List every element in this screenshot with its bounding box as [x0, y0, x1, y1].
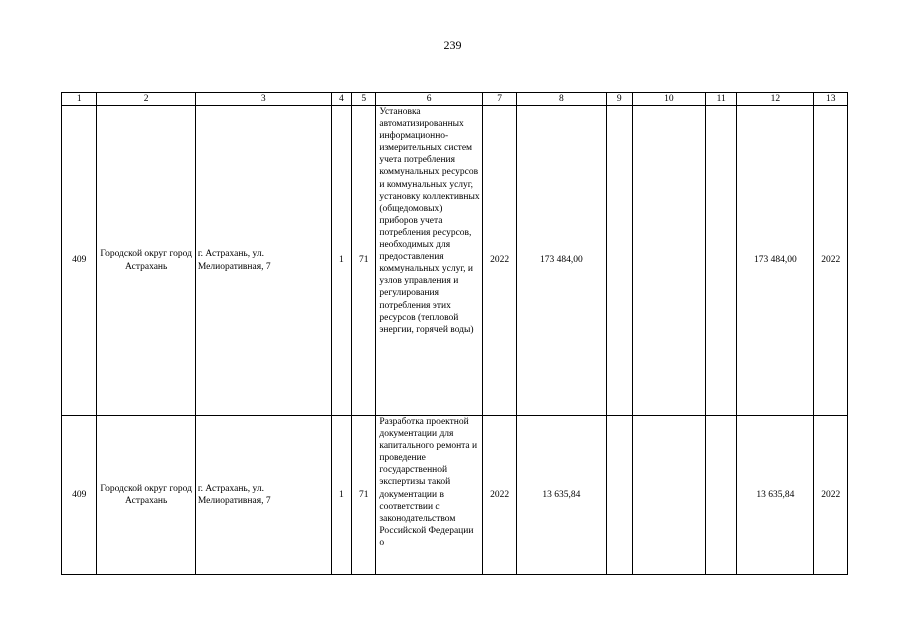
row-number: 409 — [62, 416, 97, 575]
address-cell: г. Астрахань, ул. Мелиоративная, 7 — [195, 416, 331, 575]
description-cell: Разработка проектной документации для капитального ремонта и проведение государственной экспертизы такой документации в соответствии с законодательством Российской Федерации о — [376, 416, 482, 575]
column-header: 13 — [814, 93, 848, 106]
amount-cell: 173 484,00 — [517, 106, 606, 416]
cell-col12: 173 484,00 — [737, 106, 814, 416]
municipality-cell: Городской округ город Астрахань — [97, 106, 195, 416]
cell-col10 — [632, 106, 705, 416]
column-header: 8 — [517, 93, 606, 106]
cell-col12: 13 635,84 — [737, 416, 814, 575]
column-header: 2 — [97, 93, 195, 106]
year-cell: 2022 — [482, 416, 516, 575]
column-header: 7 — [482, 93, 516, 106]
cell-col4: 1 — [331, 416, 351, 575]
municipality-cell: Городской округ город Астрахань — [97, 416, 195, 575]
cell-col11 — [705, 106, 736, 416]
cell-col5: 71 — [352, 106, 376, 416]
column-header: 11 — [705, 93, 736, 106]
column-header: 9 — [606, 93, 632, 106]
data-table — [61, 92, 848, 575]
cell-col5: 71 — [352, 416, 376, 575]
column-header: 10 — [632, 93, 705, 106]
column-header: 4 — [331, 93, 351, 106]
amount-cell: 13 635,84 — [517, 416, 606, 575]
address-cell: г. Астрахань, ул. Мелиоративная, 7 — [195, 106, 331, 416]
row-number: 409 — [62, 106, 97, 416]
column-header: 6 — [376, 93, 482, 106]
column-header: 5 — [352, 93, 376, 106]
column-header: 12 — [737, 93, 814, 106]
description-cell: Установка автоматизированных информационно-измерительных систем учета потребления коммунальных ресурсов и коммунальных услуг, установку коллективных (общедомовых) приборов учета потребления ресурсов, необходимых для предоставления коммунальных услуг, и узлов управления и регулирования потребления этих ресурсов (тепловой энергии, горячей воды) — [376, 106, 482, 416]
cell-col11 — [705, 416, 736, 575]
table-row — [62, 416, 848, 575]
cell-col9 — [606, 416, 632, 575]
column-header: 1 — [62, 93, 97, 106]
header-row — [62, 93, 848, 106]
page-number: 239 — [443, 38, 462, 52]
year-cell: 2022 — [482, 106, 516, 416]
cell-col13: 2022 — [814, 106, 848, 416]
cell-col10 — [632, 416, 705, 575]
cell-col9 — [606, 106, 632, 416]
column-header: 3 — [195, 93, 331, 106]
table-row — [62, 106, 848, 416]
cell-col4: 1 — [331, 106, 351, 416]
cell-col13: 2022 — [814, 416, 848, 575]
